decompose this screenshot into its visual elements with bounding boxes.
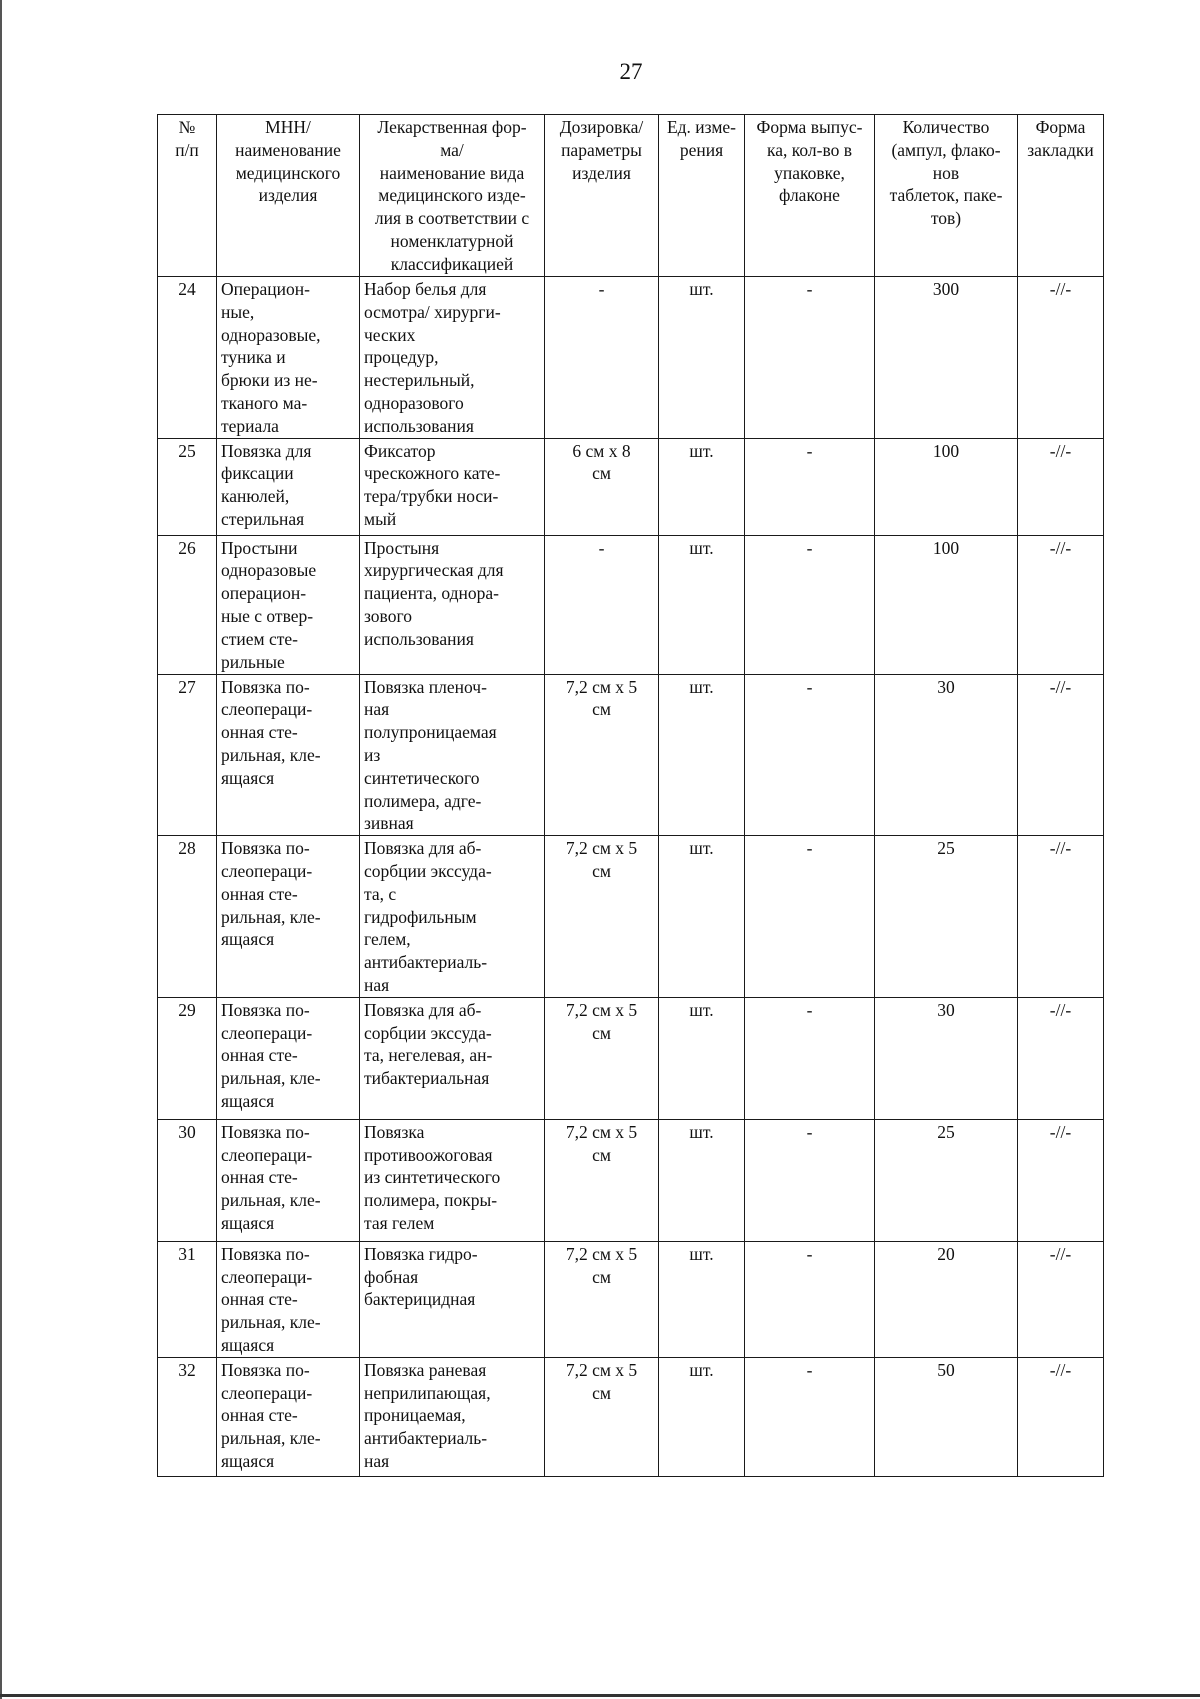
text-line: Повязка раневая	[364, 1359, 487, 1380]
text-line: слеопераци-	[221, 1022, 313, 1043]
text-line: пациента, однора-	[364, 583, 499, 604]
text-line: Операцион-	[221, 279, 310, 299]
text-line: проницаемая,	[364, 1405, 466, 1426]
table-row	[158, 438, 1104, 535]
cell-bookmark-form: -//-	[1018, 535, 1104, 674]
text-line: Простыни	[221, 537, 298, 558]
cell-name	[217, 1241, 360, 1357]
cell-release-form: -	[745, 836, 875, 998]
header-release-form	[745, 115, 875, 277]
cell-dosage	[545, 997, 659, 1119]
cell-dosage	[545, 535, 659, 674]
text-line: тов)	[930, 208, 962, 229]
text-line: см	[592, 1382, 611, 1403]
text-line: см	[592, 463, 611, 484]
text-line: стерильная	[221, 508, 305, 529]
text-line: лия в соответствии с	[374, 208, 530, 229]
cell-form	[360, 997, 545, 1119]
table-row	[158, 836, 1104, 998]
text-line: ная	[364, 1450, 390, 1471]
text-line: ная	[364, 699, 390, 720]
text-line: рильная, кле-	[221, 1312, 321, 1333]
cell-release-form: -	[745, 438, 875, 535]
text-line: рильные	[221, 651, 285, 672]
text-line: медицинского изде-	[378, 185, 526, 206]
cell-release-form: -	[745, 535, 875, 674]
text-line: рения	[679, 139, 724, 160]
text-line: 6 см х 8	[572, 440, 631, 461]
text-line: см	[592, 860, 611, 881]
text-line: см	[592, 1144, 611, 1165]
text-line: нов	[932, 162, 960, 183]
text-line: антибактериаль-	[364, 1428, 488, 1449]
cell-unit: шт.	[659, 836, 745, 998]
table-header-row	[158, 115, 1104, 277]
header-unit	[659, 115, 745, 277]
text-line: Повязка гидро-	[364, 1243, 478, 1264]
text-line: см	[592, 1022, 611, 1043]
cell-release-form: -	[745, 1241, 875, 1357]
text-line: медицинского	[235, 162, 341, 183]
text-line: Форма	[1035, 117, 1086, 137]
header-number	[158, 115, 217, 277]
text-line: (ампул, флако-	[891, 139, 1001, 160]
cell-quantity: 50	[875, 1357, 1018, 1476]
header-dosage	[545, 115, 659, 277]
text-line: параметры	[561, 139, 642, 160]
text-line: одноразовые,	[221, 324, 321, 345]
cell-unit: шт.	[659, 1119, 745, 1241]
text-line: териала	[221, 415, 279, 436]
page-number: 27	[619, 59, 643, 84]
text-line: Повязка по-	[221, 999, 310, 1020]
cell-form	[360, 535, 545, 674]
text-line: Повязка по-	[221, 676, 310, 697]
text-line: -	[598, 537, 605, 558]
text-line: слеопераци-	[221, 1266, 313, 1287]
text-line: сорбции экссуда-	[364, 1022, 492, 1043]
medical-items-table	[157, 114, 1104, 1477]
text-line: ные,	[221, 301, 255, 322]
page-edge	[0, 0, 2, 1699]
cell-form	[360, 836, 545, 998]
cell-name	[217, 997, 360, 1119]
cell-release-form: -	[745, 1119, 875, 1241]
text-line: осмотра/ хирурги-	[364, 301, 501, 322]
text-line: онная сте-	[221, 1289, 298, 1310]
text-line: Повязка	[364, 1121, 425, 1142]
text-line: 7,2 см х 5	[565, 838, 638, 859]
text-line: тибактериальная	[364, 1068, 490, 1089]
cell-unit: шт.	[659, 997, 745, 1119]
cell-dosage	[545, 836, 659, 998]
cell-dosage	[545, 1241, 659, 1357]
text-line: таблеток, паке-	[889, 185, 1003, 206]
cell-number: 30	[158, 1119, 217, 1241]
text-line: канюлей,	[221, 486, 290, 507]
cell-form	[360, 674, 545, 836]
text-line: слеопераци-	[221, 1144, 313, 1165]
text-line: наименование	[235, 139, 341, 160]
text-line: нестерильный,	[364, 370, 475, 391]
text-line: одноразового	[364, 392, 464, 413]
table-row	[158, 1241, 1104, 1357]
text-line: из синтетического	[364, 1167, 501, 1188]
cell-name	[217, 1119, 360, 1241]
page-bottom-edge	[0, 1694, 1200, 1697]
cell-bookmark-form: -//-	[1018, 438, 1104, 535]
text-line: 7,2 см х 5	[565, 999, 638, 1020]
text-line: онная сте-	[221, 1405, 298, 1426]
text-line: ная	[364, 974, 390, 995]
text-line: рильная, кле-	[221, 1190, 321, 1211]
text-line: тера/трубки носи-	[364, 486, 499, 507]
cell-release-form: -	[745, 277, 875, 439]
text-line: полупроницаемая	[364, 722, 497, 743]
text-line: Повязка по-	[221, 1243, 310, 1264]
cell-form	[360, 1357, 545, 1476]
text-line: Простыня	[364, 537, 440, 558]
cell-number: 29	[158, 997, 217, 1119]
cell-unit: шт.	[659, 1357, 745, 1476]
text-line: стием сте-	[221, 628, 299, 649]
cell-bookmark-form: -//-	[1018, 1357, 1104, 1476]
text-line: ящаяся	[221, 929, 275, 950]
text-line: ка, кол-во в	[767, 139, 852, 160]
table-row	[158, 277, 1104, 439]
text-line: неприлипающая,	[364, 1382, 491, 1403]
cell-number: 24	[158, 277, 217, 439]
text-line: -	[598, 279, 605, 299]
header-quantity	[875, 115, 1018, 277]
text-line: онная сте-	[221, 883, 298, 904]
cell-quantity: 30	[875, 674, 1018, 836]
text-line: Лекарственная фор-	[377, 117, 527, 137]
text-line: Повязка пленоч-	[364, 676, 487, 697]
text-line: антибактериаль-	[364, 952, 488, 973]
text-line: туника и	[221, 347, 286, 368]
text-line: ящаяся	[221, 767, 275, 788]
cell-quantity: 300	[875, 277, 1018, 439]
text-line: Повязка по-	[221, 1359, 310, 1380]
text-line: брюки из не-	[221, 370, 318, 391]
cell-unit: шт.	[659, 277, 745, 439]
text-line: ящаяся	[221, 1090, 275, 1111]
text-line: закладки	[1027, 139, 1094, 160]
text-line: Повязка для аб-	[364, 999, 482, 1020]
text-line: Повязка для	[221, 440, 312, 461]
text-line: гидрофильным	[364, 906, 477, 927]
text-line: Повязка по-	[221, 838, 310, 859]
text-line: ма/	[440, 139, 464, 160]
text-line: рильная, кле-	[221, 906, 321, 927]
cell-release-form: -	[745, 997, 875, 1119]
cell-name	[217, 836, 360, 998]
cell-dosage	[545, 438, 659, 535]
header-name	[217, 115, 360, 277]
cell-form	[360, 1241, 545, 1357]
cell-quantity: 25	[875, 1119, 1018, 1241]
cell-bookmark-form: -//-	[1018, 674, 1104, 836]
text-line: слеопераци-	[221, 699, 313, 720]
text-line: онная сте-	[221, 1045, 298, 1066]
text-line: сорбции экссуда-	[364, 860, 492, 881]
cell-quantity: 25	[875, 836, 1018, 998]
text-line: МНН/	[265, 117, 311, 137]
cell-name	[217, 535, 360, 674]
text-line: слеопераци-	[221, 860, 313, 881]
cell-number: 27	[158, 674, 217, 836]
text-line: см	[592, 1266, 611, 1287]
text-line: использования	[364, 628, 474, 649]
text-line: 7,2 см х 5	[565, 1243, 638, 1264]
text-line: процедур,	[364, 347, 439, 368]
text-line: зового	[364, 605, 412, 626]
cell-name	[217, 674, 360, 836]
text-line: рильная, кле-	[221, 744, 321, 765]
table-row	[158, 674, 1104, 836]
cell-dosage	[545, 277, 659, 439]
cell-bookmark-form: -//-	[1018, 1119, 1104, 1241]
cell-dosage	[545, 1119, 659, 1241]
text-line: ческих	[364, 324, 416, 345]
text-line: изделия	[258, 185, 318, 206]
text-line: зивная	[364, 813, 414, 834]
text-line: 7,2 см х 5	[565, 1121, 638, 1142]
text-line: операцион-	[221, 583, 307, 604]
cell-dosage	[545, 1357, 659, 1476]
text-line: фобная	[364, 1266, 419, 1287]
text-line: Количество	[902, 117, 990, 137]
cell-name	[217, 438, 360, 535]
text-line: Повязка по-	[221, 1121, 310, 1142]
text-line: наименование вида	[379, 162, 525, 183]
text-line: мый	[364, 508, 397, 529]
text-line: полимера, покры-	[364, 1190, 498, 1211]
cell-unit: шт.	[659, 674, 745, 836]
cell-dosage	[545, 674, 659, 836]
table-row	[158, 535, 1104, 674]
text-line: флаконе	[779, 185, 840, 206]
cell-bookmark-form: -//-	[1018, 836, 1104, 998]
text-line: противоожоговая	[364, 1144, 493, 1165]
text-line: тканого ма-	[221, 392, 308, 413]
text-line: одноразовые	[221, 560, 317, 581]
text-line: слеопераци-	[221, 1382, 313, 1403]
text-line: рильная, кле-	[221, 1428, 321, 1449]
text-line: та, с	[364, 883, 397, 904]
cell-form	[360, 277, 545, 439]
text-line: номенклатурной	[390, 230, 514, 251]
text-line: синтетического	[364, 767, 480, 788]
text-line: 7,2 см х 5	[565, 1359, 638, 1380]
text-line: Форма выпус-	[756, 117, 863, 137]
cell-quantity: 100	[875, 438, 1018, 535]
cell-unit: шт.	[659, 438, 745, 535]
cell-form	[360, 438, 545, 535]
text-line: 7,2 см х 5	[565, 676, 638, 697]
text-line: Ед. изме-	[666, 117, 737, 137]
text-line: ящаяся	[221, 1450, 275, 1471]
cell-number: 26	[158, 535, 217, 674]
text-line: изделия	[572, 162, 631, 183]
cell-number: 28	[158, 836, 217, 998]
text-line: фиксации	[221, 463, 294, 484]
text-line: классификацией	[390, 253, 514, 274]
cell-release-form: -	[745, 1357, 875, 1476]
text-line: Дозировка/	[559, 117, 644, 137]
text-line: п/п	[175, 139, 199, 160]
cell-name	[217, 1357, 360, 1476]
cell-form	[360, 1119, 545, 1241]
cell-bookmark-form: -//-	[1018, 1241, 1104, 1357]
text-line: та, негелевая, ан-	[364, 1045, 493, 1066]
text-line: из	[364, 744, 381, 765]
cell-unit: шт.	[659, 1241, 745, 1357]
text-line: Повязка для аб-	[364, 838, 482, 859]
text-line: Набор белья для	[364, 279, 487, 299]
text-line: гелем,	[364, 929, 411, 950]
text-line: онная сте-	[221, 1167, 298, 1188]
text-line: тая гелем	[364, 1212, 435, 1233]
cell-quantity: 30	[875, 997, 1018, 1119]
table-row	[158, 1119, 1104, 1241]
cell-release-form: -	[745, 674, 875, 836]
cell-name	[217, 277, 360, 439]
text-line: ящаяся	[221, 1212, 275, 1233]
text-line: ящаяся	[221, 1334, 275, 1355]
table-row	[158, 1357, 1104, 1476]
text-line: см	[592, 699, 611, 720]
text-line: ные с отвер-	[221, 605, 314, 626]
text-line: рильная, кле-	[221, 1068, 321, 1089]
text-line: упаковке,	[774, 162, 845, 183]
table-row	[158, 997, 1104, 1119]
text-line: №	[178, 117, 196, 137]
text-line: чрескожного кате-	[364, 463, 501, 484]
cell-unit: шт.	[659, 535, 745, 674]
cell-number: 32	[158, 1357, 217, 1476]
cell-quantity: 20	[875, 1241, 1018, 1357]
cell-bookmark-form: -//-	[1018, 997, 1104, 1119]
cell-bookmark-form: -//-	[1018, 277, 1104, 439]
text-line: полимера, адге-	[364, 790, 482, 811]
cell-quantity: 100	[875, 535, 1018, 674]
text-line: хирургическая для	[364, 560, 504, 581]
cell-number: 31	[158, 1241, 217, 1357]
text-line: онная сте-	[221, 722, 298, 743]
header-bookmark-form	[1018, 115, 1104, 277]
text-line: бактерицидная	[364, 1289, 476, 1310]
text-line: Фиксатор	[364, 440, 436, 461]
header-form	[360, 115, 545, 277]
text-line: использования	[364, 415, 474, 436]
cell-number: 25	[158, 438, 217, 535]
